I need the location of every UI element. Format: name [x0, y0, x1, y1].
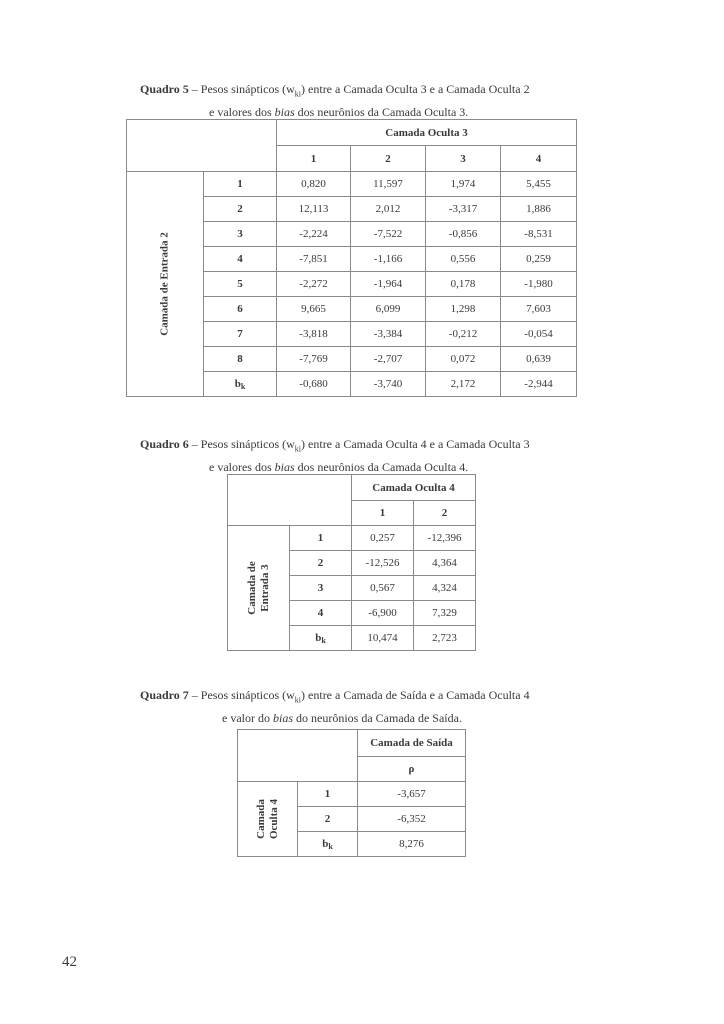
caption-italic: bias — [274, 460, 295, 475]
value-cell: 4,324 — [414, 576, 476, 601]
bias-row-label — [204, 372, 277, 397]
bias-symbol: b — [234, 377, 241, 390]
value-cell: -0,054 — [501, 322, 577, 347]
row-label: 8 — [204, 347, 277, 372]
caption-text: dos neurônios da Camada Oculta 3. — [294, 105, 469, 120]
value-cell: 12,113 — [277, 197, 351, 222]
row-group-label — [246, 561, 272, 614]
value-cell: -3,657 — [358, 782, 466, 807]
bias-value-cell: -2,944 — [501, 372, 577, 397]
caption-subscript: ki — [294, 444, 302, 454]
value-cell: -2,707 — [351, 347, 426, 372]
caption-italic: bias — [274, 105, 295, 120]
caption-subscript: ki — [294, 695, 302, 705]
column-group-header: Camada de Saída — [358, 730, 466, 757]
caption-text: – Pesos sinápticos (w — [188, 82, 295, 96]
value-cell: -0,856 — [426, 222, 501, 247]
corner-cell — [238, 730, 358, 782]
value-cell: -3,818 — [277, 322, 351, 347]
caption-text: ) entre a Camada Oculta 4 e a Camada Oculta 3 — [301, 437, 530, 451]
bias-subscript: k — [321, 635, 326, 645]
row-label: 2 — [290, 551, 352, 576]
value-cell: 6,099 — [351, 297, 426, 322]
value-cell: 0,639 — [501, 347, 577, 372]
value-cell: 9,665 — [277, 297, 351, 322]
caption-text: – Pesos sinápticos (w — [188, 688, 295, 702]
value-cell: -7,769 — [277, 347, 351, 372]
row-label: 6 — [204, 297, 277, 322]
row-label: 3 — [204, 222, 277, 247]
row-label: 7 — [204, 322, 277, 347]
quadro-5-label: Quadro 5 — [140, 82, 189, 96]
row-label: 2 — [204, 197, 277, 222]
row-label: 5 — [204, 272, 277, 297]
column-group-header: Camada Oculta 3 — [277, 120, 577, 146]
bias-subscript: k — [328, 841, 333, 851]
value-cell: 0,257 — [352, 526, 414, 551]
row-label: 4 — [290, 601, 352, 626]
row-group-label-line: Entrada 3 — [258, 564, 271, 612]
row-label: 1 — [298, 782, 358, 807]
corner-cell — [228, 475, 352, 526]
caption-text: e valores dos — [209, 105, 275, 120]
value-cell: -6,352 — [358, 807, 466, 832]
quadro-5-caption — [140, 80, 530, 121]
column-header-rho: ρ — [358, 757, 466, 782]
value-cell: 2,012 — [351, 197, 426, 222]
row-label: 1 — [204, 172, 277, 197]
bias-value-cell: -3,740 — [351, 372, 426, 397]
value-cell: 0,556 — [426, 247, 501, 272]
value-cell: 4,364 — [414, 551, 476, 576]
row-label: 1 — [290, 526, 352, 551]
row-label: 3 — [290, 576, 352, 601]
row-group-header — [127, 172, 204, 397]
value-cell: 0,567 — [352, 576, 414, 601]
row-group-label — [255, 799, 281, 839]
column-header: 3 — [426, 146, 501, 172]
value-cell: 0,072 — [426, 347, 501, 372]
value-cell: -2,272 — [277, 272, 351, 297]
bias-value-cell: 2,723 — [414, 626, 476, 651]
caption-subscript: ki — [294, 89, 302, 99]
bias-symbol: b — [322, 837, 329, 850]
row-label: 4 — [204, 247, 277, 272]
column-group-header: Camada Oculta 4 — [352, 475, 476, 501]
value-cell: -7,851 — [277, 247, 351, 272]
quadro-6-table — [227, 474, 476, 651]
page-number: 42 — [62, 954, 77, 970]
value-cell: 11,597 — [351, 172, 426, 197]
bias-symbol: b — [315, 631, 322, 644]
column-header: 1 — [277, 146, 351, 172]
table-row — [238, 782, 466, 807]
caption-text: e valores dos — [209, 460, 275, 475]
bias-value-cell: -0,680 — [277, 372, 351, 397]
row-group-header — [228, 526, 290, 651]
value-cell: -3,317 — [426, 197, 501, 222]
row-group-label-line: Camada de — [245, 561, 258, 615]
row-group-label — [159, 232, 172, 336]
value-cell: -0,212 — [426, 322, 501, 347]
bias-value-cell: 2,172 — [426, 372, 501, 397]
value-cell: -1,166 — [351, 247, 426, 272]
table-row — [127, 172, 577, 197]
row-group-header — [238, 782, 298, 857]
quadro-6-caption — [140, 435, 530, 476]
bias-row-label — [298, 832, 358, 857]
row-group-label-line: Oculta 4 — [267, 798, 280, 840]
caption-text: – Pesos sinápticos (w — [188, 437, 295, 451]
column-header: 4 — [501, 146, 577, 172]
value-cell: -1,964 — [351, 272, 426, 297]
value-cell: 7,329 — [414, 601, 476, 626]
value-cell: 5,455 — [501, 172, 577, 197]
value-cell: -7,522 — [351, 222, 426, 247]
value-cell: -2,224 — [277, 222, 351, 247]
caption-italic: bias — [272, 711, 293, 726]
value-cell: 1,974 — [426, 172, 501, 197]
value-cell: 0,820 — [277, 172, 351, 197]
row-label: 2 — [298, 807, 358, 832]
bias-subscript: k — [240, 381, 246, 391]
quadro-7-caption — [140, 686, 530, 727]
value-cell: 0,259 — [501, 247, 577, 272]
column-header: 1 — [352, 501, 414, 526]
quadro-6-label: Quadro 6 — [140, 437, 189, 451]
caption-line-2 — [140, 709, 530, 727]
quadro-7-table — [237, 729, 466, 857]
column-header: 2 — [414, 501, 476, 526]
value-cell: -12,396 — [414, 526, 476, 551]
caption-text: e valor do — [222, 711, 273, 726]
caption-text: do neurônios da Camada de Saída. — [293, 711, 462, 726]
corner-cell — [127, 120, 277, 172]
value-cell: -1,980 — [501, 272, 577, 297]
value-cell: 1,886 — [501, 197, 577, 222]
table-row — [228, 526, 476, 551]
value-cell: 0,178 — [426, 272, 501, 297]
bias-row-label — [290, 626, 352, 651]
column-header: 2 — [351, 146, 426, 172]
value-cell: -12,526 — [352, 551, 414, 576]
caption-text: ) entre a Camada Oculta 3 e a Camada Oculta 2 — [301, 82, 530, 96]
caption-text: dos neurônios da Camada Oculta 4. — [294, 460, 469, 475]
row-group-label-line: Camada — [254, 799, 267, 839]
value-cell: -8,531 — [501, 222, 577, 247]
quadro-5-table — [126, 119, 577, 397]
row-group-label-line: Camada de Entrada 2 — [158, 232, 171, 336]
value-cell: -3,384 — [351, 322, 426, 347]
caption-text: ) entre a Camada de Saída e a Camada Oculta 4 — [301, 688, 530, 702]
value-cell: -6,900 — [352, 601, 414, 626]
value-cell: 1,298 — [426, 297, 501, 322]
bias-value-cell: 10,474 — [352, 626, 414, 651]
bias-value-cell: 8,276 — [358, 832, 466, 857]
value-cell: 7,603 — [501, 297, 577, 322]
quadro-7-label: Quadro 7 — [140, 688, 189, 702]
